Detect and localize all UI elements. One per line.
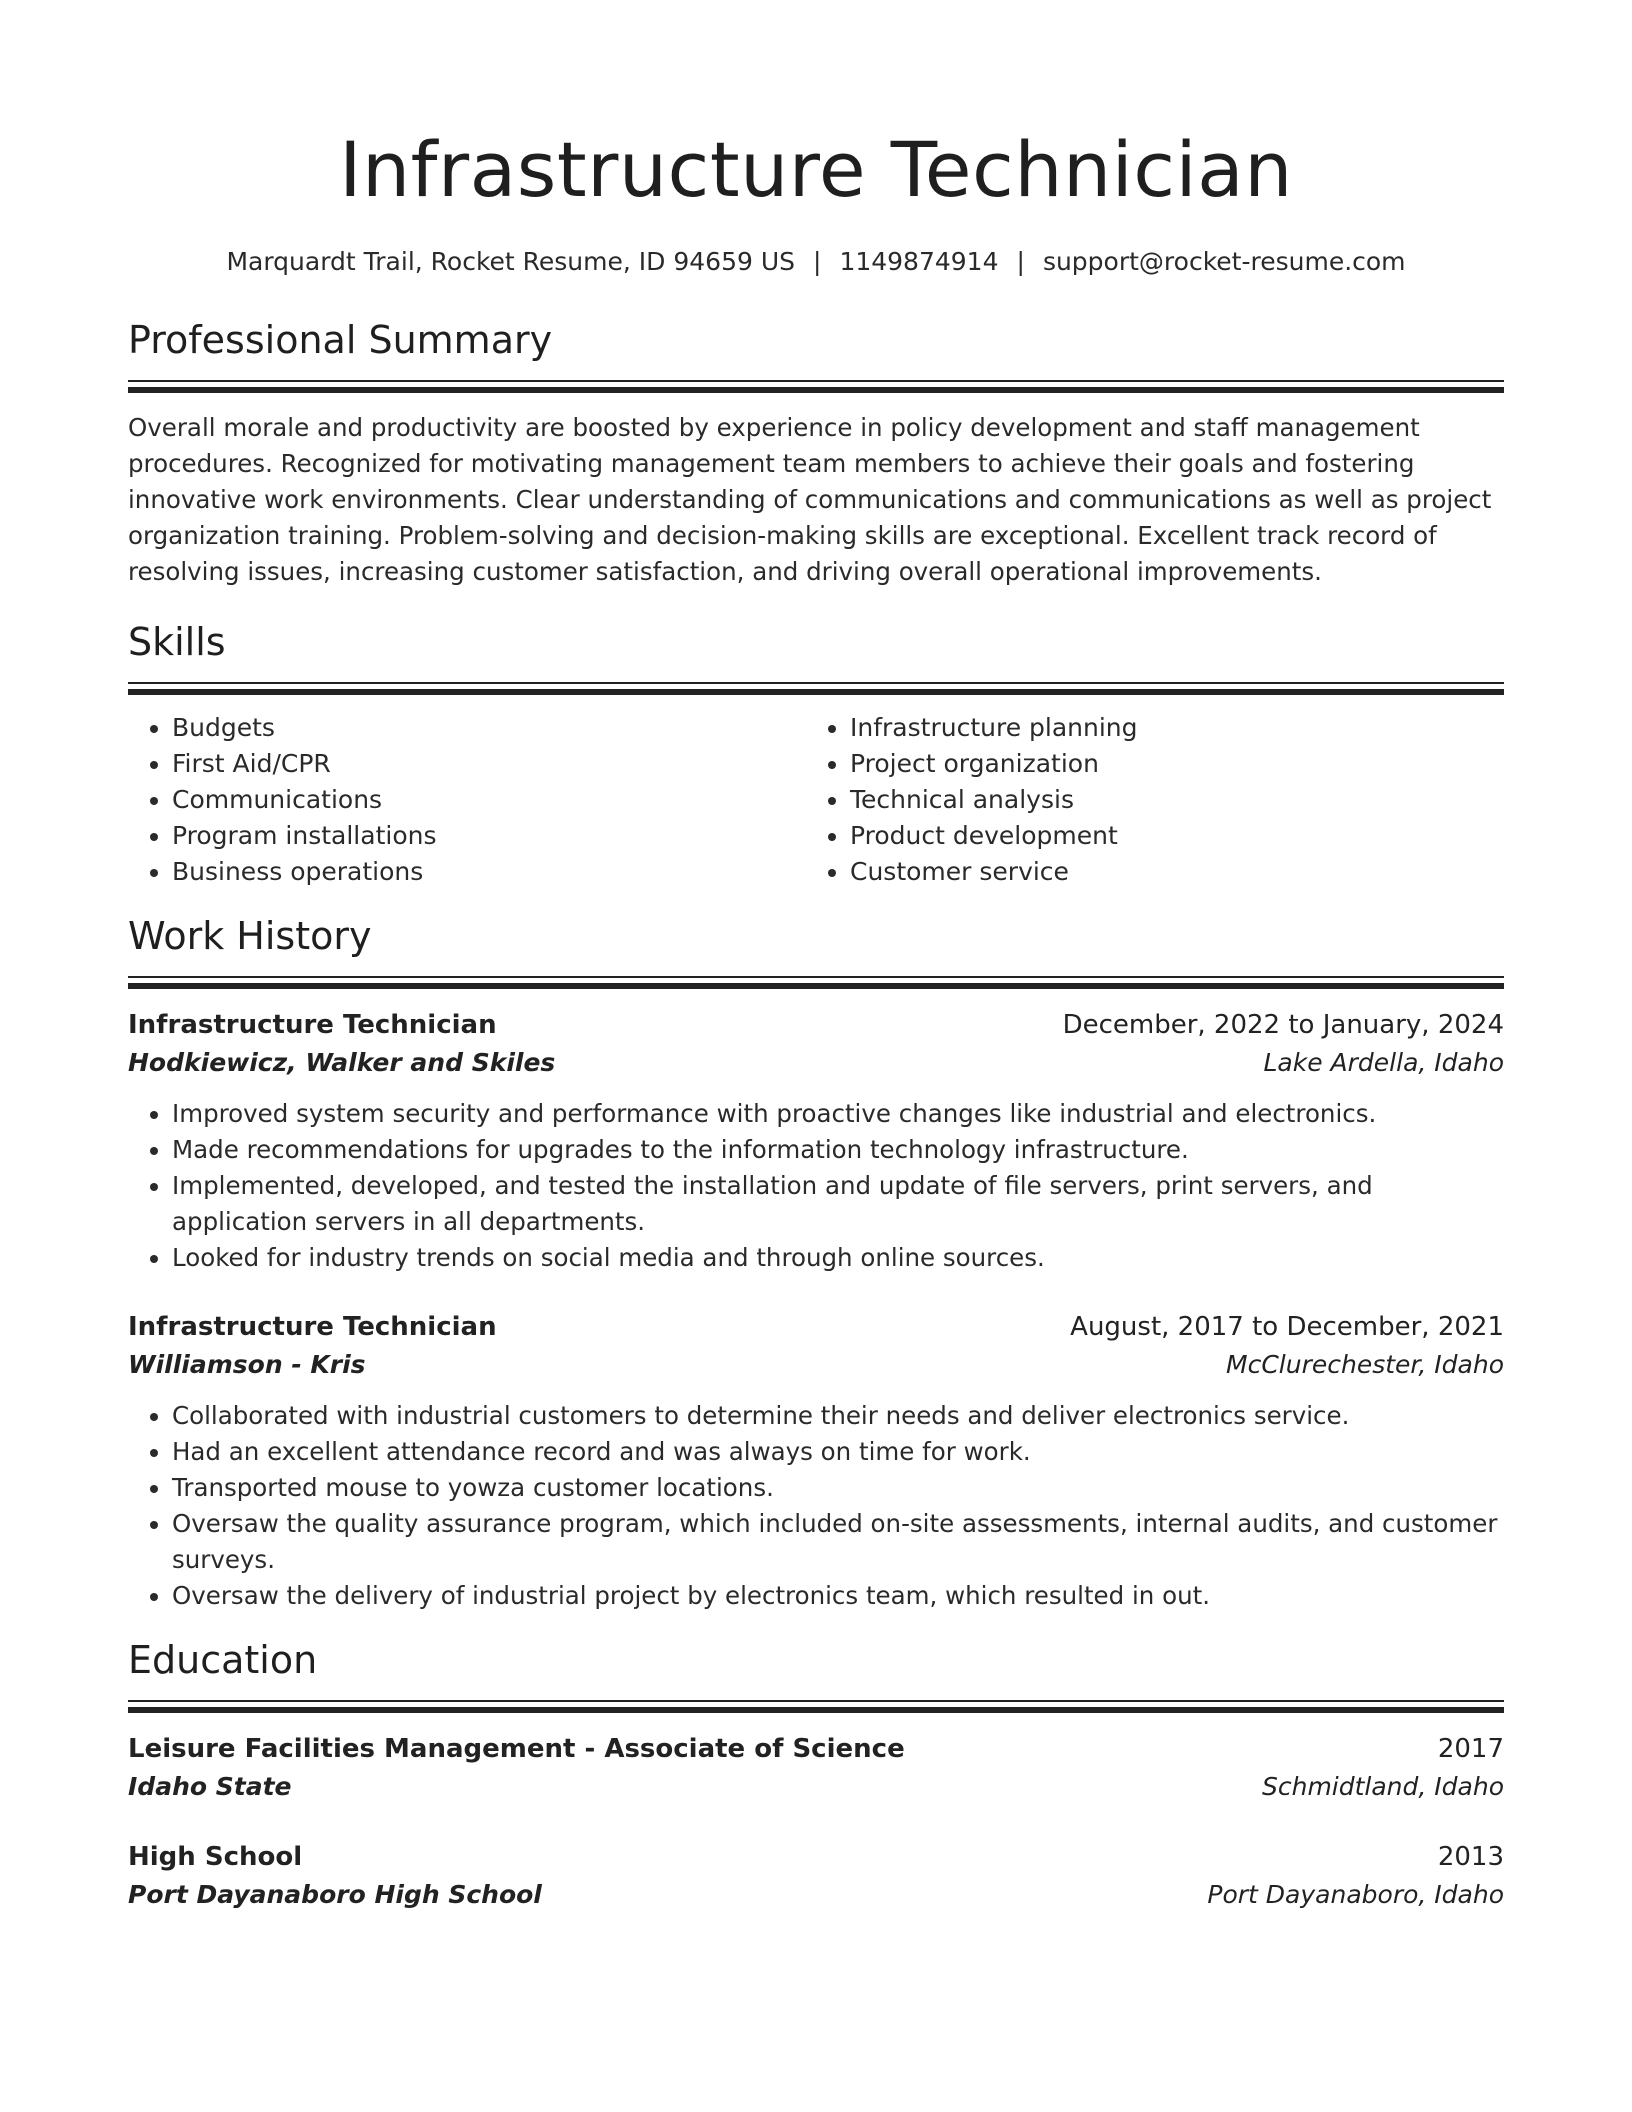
skill-item: • First Aid/CPR xyxy=(172,746,806,782)
summary-section xyxy=(128,316,1504,590)
job-employer: Hodkiewicz, Walker and Skiles xyxy=(128,1048,556,1077)
contact-line xyxy=(128,246,1504,278)
section-divider xyxy=(128,380,1504,392)
resume-page xyxy=(128,0,1504,1914)
skill-item: • Product development xyxy=(850,818,1484,854)
skills-columns xyxy=(128,710,1504,890)
skills-left-column xyxy=(128,710,806,890)
education-year: 2013 xyxy=(1437,1842,1504,1872)
job-bullet: • Oversaw the quality assurance program, which included on-site assessments, internal audits, and customer surveys. xyxy=(172,1506,1504,1578)
education-school: Idaho State xyxy=(128,1772,292,1801)
skill-item: • Program installations xyxy=(172,818,806,854)
job-title: Infrastructure Technician xyxy=(128,1312,497,1342)
job-location: Lake Ardella, Idaho xyxy=(1263,1048,1504,1077)
work-history-section xyxy=(128,912,1504,1614)
skill-item: • Technical analysis xyxy=(850,782,1484,818)
skill-item: • Budgets xyxy=(172,710,806,746)
skill-item: • Infrastructure planning xyxy=(850,710,1484,746)
skill-item: • Communications xyxy=(172,782,806,818)
contact-separator: | xyxy=(1016,247,1025,276)
section-title-education: Education xyxy=(128,1638,318,1682)
job-bullet: • Oversaw the delivery of industrial project by electronics team, which resulted in out. xyxy=(172,1578,1504,1614)
job-location: McClurechester, Idaho xyxy=(1226,1350,1504,1379)
job-entry xyxy=(128,1308,1504,1614)
education-school: Port Dayanaboro High School xyxy=(128,1880,542,1909)
contact-email: support@rocket-resume.com xyxy=(1042,247,1406,276)
job-bullet: • Implemented, developed, and tested the installation and update of file servers, print servers, and application servers in all departments. xyxy=(172,1168,1504,1240)
job-employer: Williamson - Kris xyxy=(128,1350,366,1379)
section-divider xyxy=(128,976,1504,988)
education-location: Schmidtland, Idaho xyxy=(1261,1772,1504,1801)
resume-name: Infrastructure Technician xyxy=(339,125,1293,214)
section-divider xyxy=(128,682,1504,694)
job-title: Infrastructure Technician xyxy=(128,1010,497,1040)
education-entry xyxy=(128,1838,1504,1914)
contact-address: Marquardt Trail, Rocket Resume, ID 94659 US xyxy=(226,247,795,276)
contact-separator: | xyxy=(813,247,822,276)
education-year: 2017 xyxy=(1437,1734,1504,1764)
skill-item: • Business operations xyxy=(172,854,806,890)
job-bullets xyxy=(128,1096,1504,1276)
education-degree: Leisure Facilities Management - Associate of Science xyxy=(128,1734,905,1764)
job-bullets xyxy=(128,1398,1504,1614)
education-location: Port Dayanaboro, Idaho xyxy=(1207,1880,1504,1909)
skills-section xyxy=(128,618,1504,890)
job-entry xyxy=(128,1006,1504,1276)
skill-item: • Customer service xyxy=(850,854,1484,890)
section-title-summary: Professional Summary xyxy=(128,318,553,362)
job-bullet: • Had an excellent attendance record and was always on time for work. xyxy=(172,1434,1504,1470)
job-bullet: • Improved system security and performance with proactive changes like industrial and electronics. xyxy=(172,1096,1504,1132)
job-dates: August, 2017 to December, 2021 xyxy=(1070,1312,1504,1342)
job-bullet: • Looked for industry trends on social media and through online sources. xyxy=(172,1240,1504,1276)
education-section xyxy=(128,1636,1504,1914)
section-divider xyxy=(128,1700,1504,1712)
job-bullet: • Collaborated with industrial customers to determine their needs and deliver electronics service. xyxy=(172,1398,1504,1434)
section-title-skills: Skills xyxy=(128,620,226,664)
job-bullet: • Made recommendations for upgrades to the information technology infrastructure. xyxy=(172,1132,1504,1168)
job-dates: December, 2022 to January, 2024 xyxy=(1062,1010,1504,1040)
education-entry xyxy=(128,1730,1504,1806)
contact-phone: 1149874914 xyxy=(839,247,999,276)
summary-text: Overall morale and productivity are boosted by experience in policy development and staff management procedures. Recognized for motivating management team members to achieve their goals and fostering innovative work environments. Clear understanding of communications and communications as well as project organization training. Problem-solving and decision-making skills are exceptional. Excellent track record of resolving issues, increasing customer satisfaction, and driving overall operational improvements. xyxy=(128,413,1492,586)
education-degree: High School xyxy=(128,1842,303,1872)
skills-right-column xyxy=(806,710,1484,890)
job-bullet: • Transported mouse to yowza customer locations. xyxy=(172,1470,1504,1506)
section-title-work-history: Work History xyxy=(128,914,372,958)
skill-item: • Project organization xyxy=(850,746,1484,782)
